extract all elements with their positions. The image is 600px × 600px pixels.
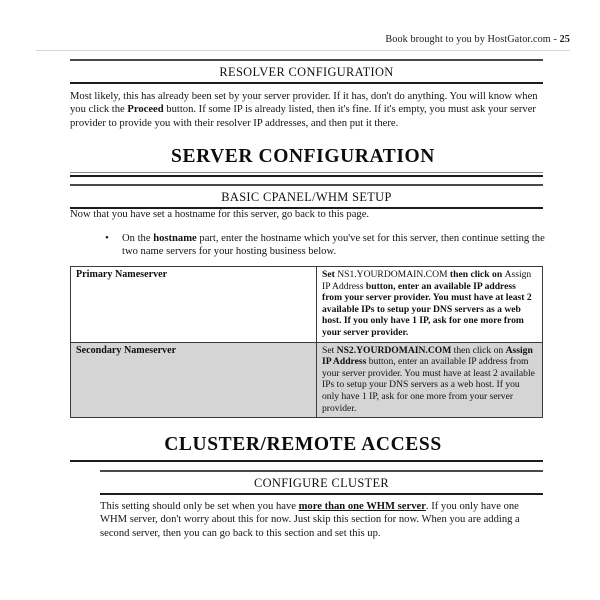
table-cell-value-secondary-nameserver <box>317 342 543 418</box>
value-fragment-1: NS2.YOURDOMAIN.COM <box>336 344 452 356</box>
chapter-rule-thick <box>70 175 543 177</box>
chapter-rule-cluster-remote-access <box>70 460 543 462</box>
cluster-text-post: . If you only have one WHM server, don't worry about this for now. Just skip this section for now. When you are adding a second server, then you can go back to this section and set this up. <box>100 501 520 539</box>
subsection-rule-top <box>100 470 543 472</box>
chapter-title-server-configuration: SERVER CONFIGURATION <box>171 146 435 167</box>
resolver-line1: Most likely, this has already been set by your server provider. If it has, don't do anything. You will know when you <box>70 91 538 116</box>
hostname-emphasis: hostname <box>153 233 197 244</box>
chapter-rule-server-configuration <box>70 172 543 177</box>
bullet-text-post: part, enter the hostname which you've set for this server, then continue setting the two name servers for your hosting business below. <box>122 233 545 258</box>
value-fragment-4: button, enter an available IP address from your server provider. You must have at least 2 available IPs to setup your DNS servers as a web host. If you only have 1 IP, ask for one more from your server provider. <box>322 280 532 338</box>
section-rule-bottom <box>70 82 543 84</box>
nameserver-table-body <box>71 267 543 418</box>
cluster-text-pre: This setting should only be set when you have <box>100 501 299 512</box>
paragraph-resolver-configuration <box>70 90 545 130</box>
nameserver-table <box>70 266 543 418</box>
bullet-point-icon: • <box>105 232 109 244</box>
value-fragment-3: Assign IP Address <box>322 269 532 292</box>
chapter-title-cluster-remote-access: CLUSTER/REMOTE ACCESS <box>164 434 442 455</box>
table-row <box>71 342 543 418</box>
resolver-line3: to provide you with their resolver IP addresses, and then put it there. <box>108 117 399 129</box>
section-heading-configure-cluster <box>100 470 543 495</box>
table-cell-label-primary-nameserver: Primary Nameserver <box>71 267 317 343</box>
value-fragment-2: then click on <box>447 269 505 280</box>
running-header-text: Book brought to you by HostGator.com - <box>385 34 560 45</box>
paragraph-hostname-intro: Now that you have set a hostname for this server, go back to this page. <box>70 209 370 220</box>
resolver-line2-post: button. If some IP is already listed, then it's fine. If it's empty, you must ask your server provider <box>70 104 536 129</box>
value-fragment-0: Set <box>322 269 338 280</box>
secondary-value-parts <box>322 345 535 414</box>
section-rule-top <box>70 59 543 61</box>
bullet-text-pre: On the <box>122 233 154 244</box>
list-item-hostname-text <box>122 232 545 259</box>
section-title-resolver-configuration: RESOLVER CONFIGURATION <box>219 65 394 79</box>
subsection-rule-top <box>70 184 543 186</box>
paragraph-configure-cluster <box>100 500 544 540</box>
section-title-basic-cpanel-whm-setup: BASIC CPANEL/WHM SETUP <box>221 190 392 204</box>
page-number: 25 <box>559 34 570 45</box>
primary-value-parts <box>322 269 532 338</box>
section-heading-resolver-configuration <box>70 59 543 84</box>
chapter-rule-thick <box>70 460 543 462</box>
section-title-configure-cluster: CONFIGURE CLUSTER <box>253 476 390 490</box>
table-cell-value-primary-nameserver <box>317 267 543 343</box>
list-item-hostname <box>105 232 545 259</box>
table-row <box>71 267 543 343</box>
resolver-line2-pre: click the <box>88 104 128 116</box>
value-fragment-0: Set <box>322 344 337 356</box>
table-cell-label-secondary-nameserver: Secondary Nameserver <box>71 342 317 418</box>
value-fragment-2: then click on <box>451 344 506 356</box>
value-fragment-3: Assign IP Address <box>322 344 533 368</box>
value-fragment-1: NS1.YOURDOMAIN.COM <box>337 269 448 280</box>
subsection-rule-bottom <box>100 493 543 495</box>
value-fragment-4: button, enter an available IP address from your server provider. You must have at least 2 available IPs to setup your DNS servers as a web host. If you only have 1 IP, ask for one more from your server provider. <box>322 356 535 414</box>
running-header <box>36 34 570 45</box>
proceed-emphasis: Proceed <box>127 104 164 116</box>
whm-server-emphasis: more than one WHM server <box>298 501 426 512</box>
header-divider <box>36 50 570 51</box>
section-heading-basic-cpanel-whm-setup <box>70 184 543 209</box>
